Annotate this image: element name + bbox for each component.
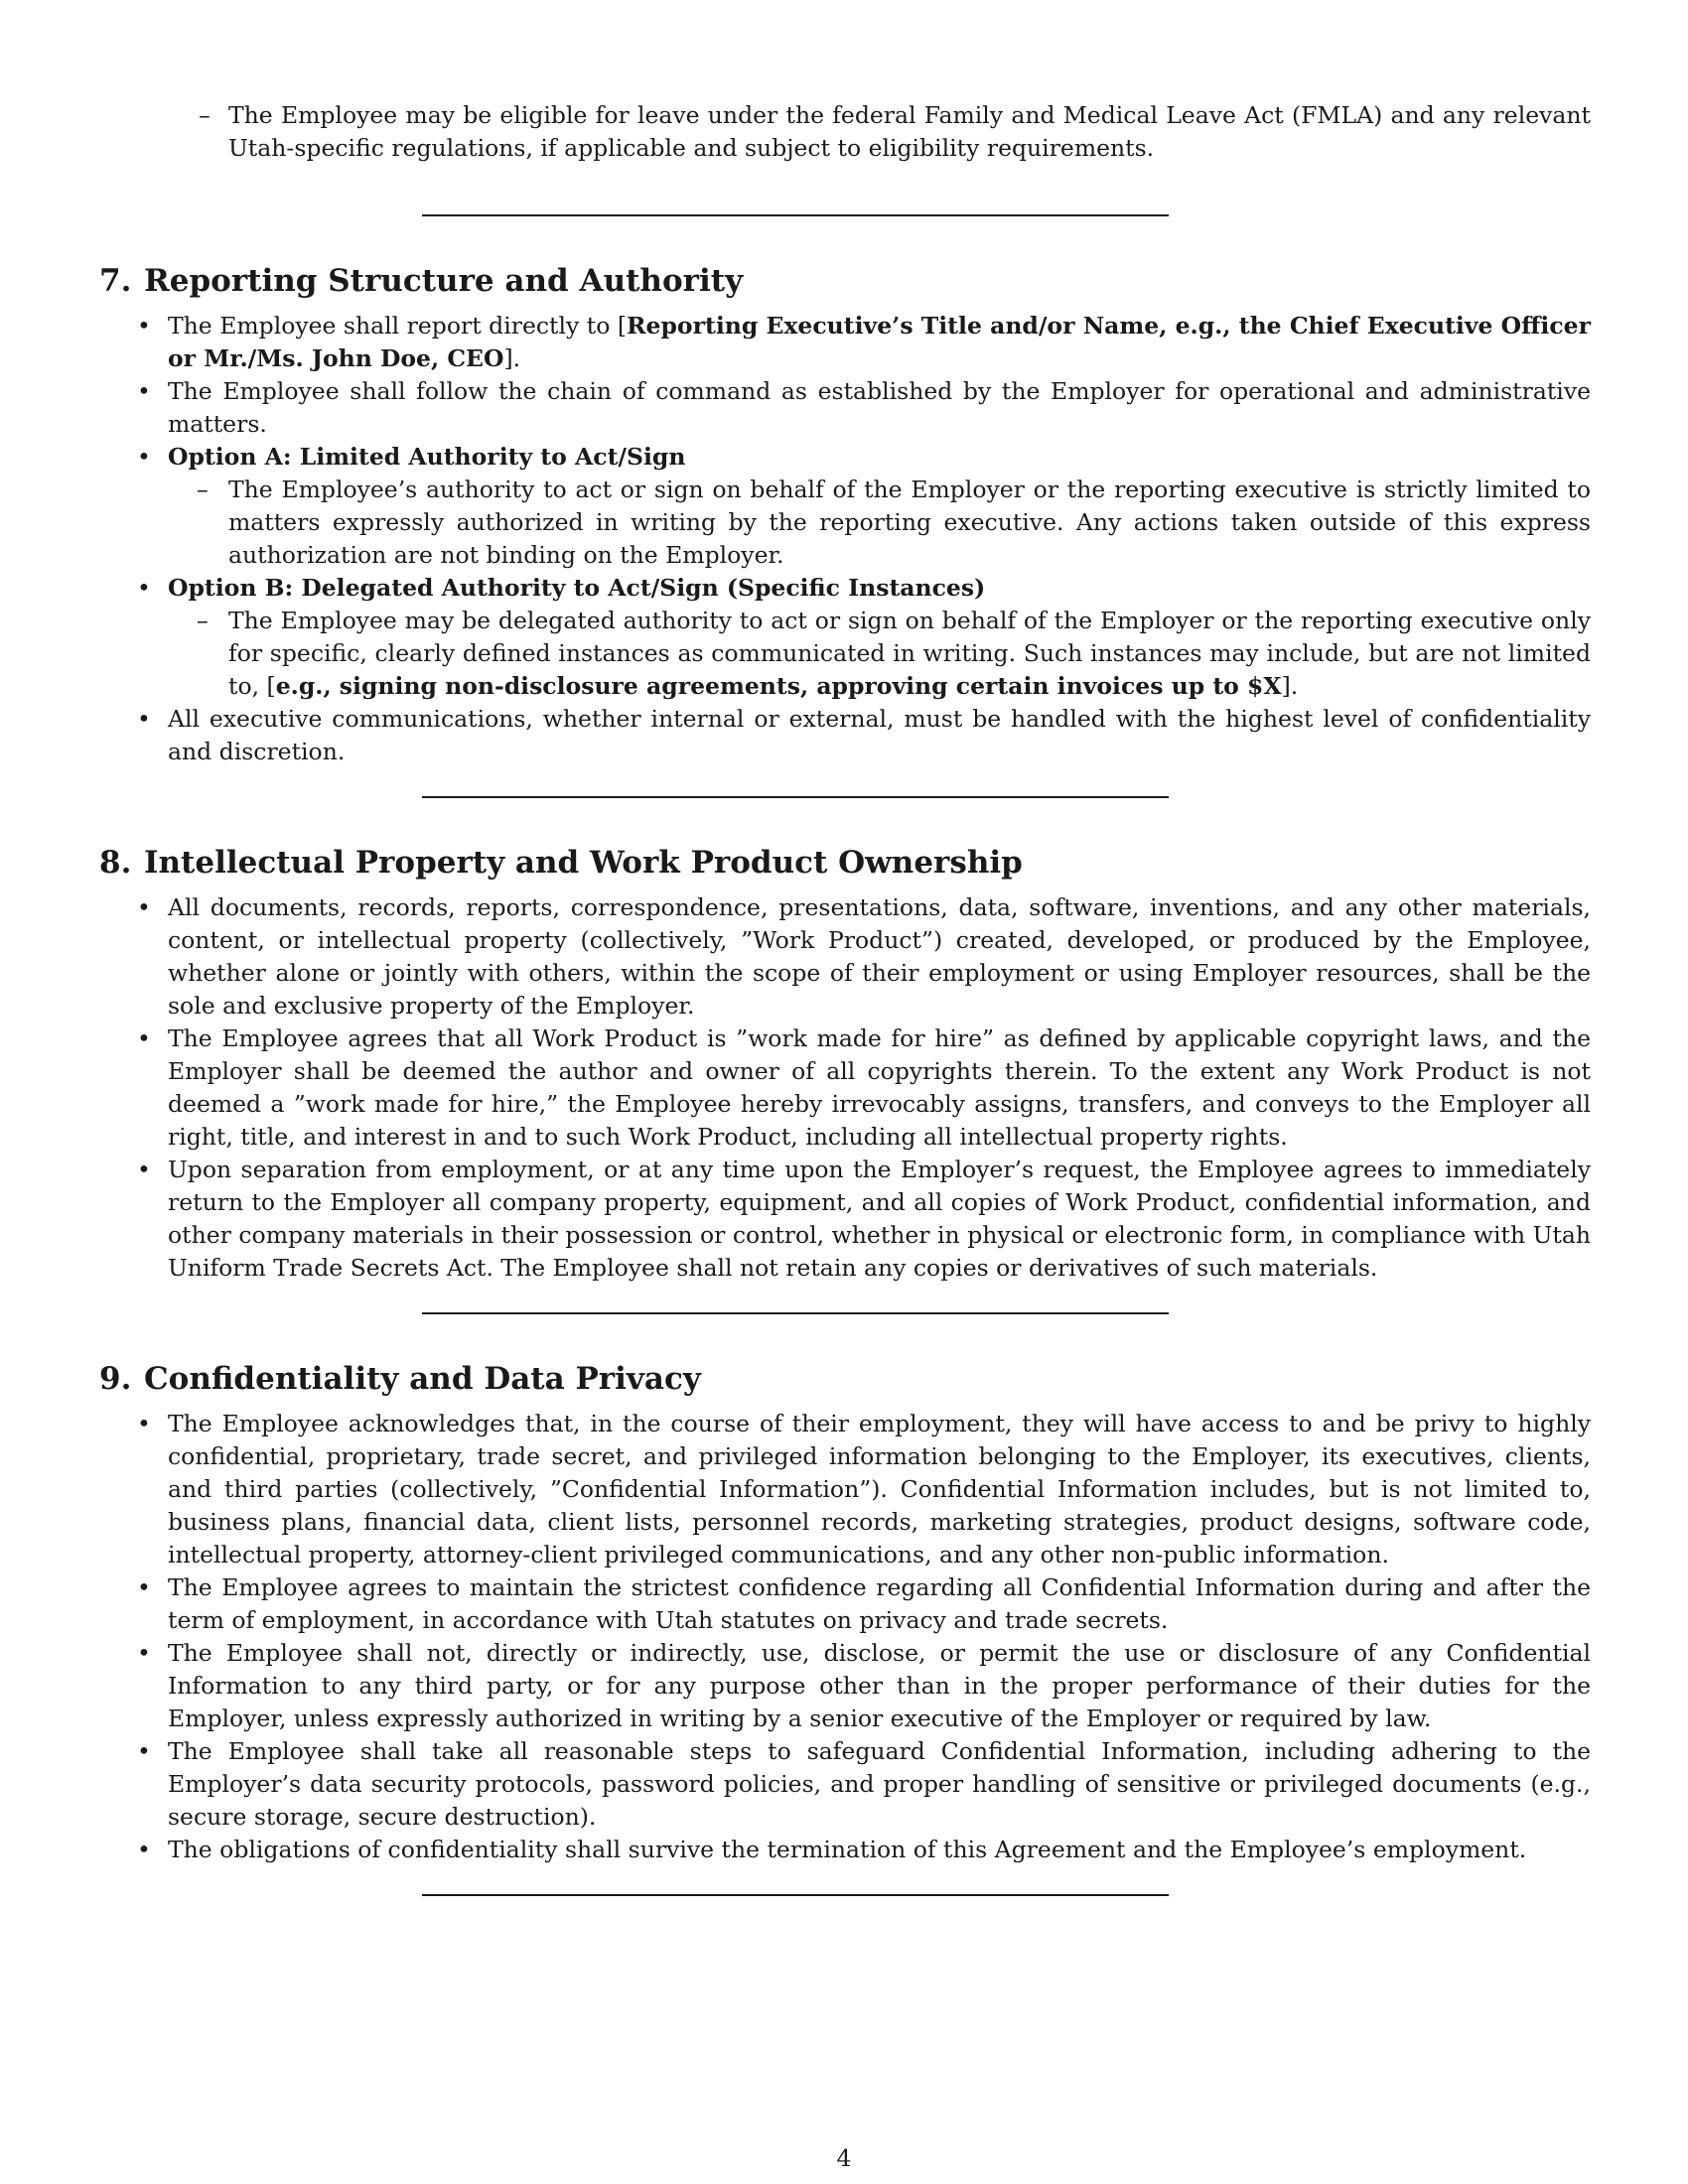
list-item-text: The Employee acknowledges that, in the course of their employment, they will have access to and be privy to highly confidential, proprietary, trade secret, and privileged information belonging to the Employer, its executives, clients, and third parties (collectively, ”Confidential Information”). Confidential Information includes, but is not limited to, business plans, financial data, client lists, personnel records, marketing strategies, product designs, software code, intellectual property, attorney-client privileged communications, and any other non-public information.: [168, 1410, 1591, 1569]
list-item: [199, 99, 1591, 165]
list-item: [99, 375, 1591, 441]
section-number: 8.: [99, 845, 132, 881]
list-item-text: The Employee agrees that all Work Product is ”work made for hire” as defined by applicable copyright laws, and the Employer shall be deemed the author and owner of all copyrights therein. To the extent any Work Product is not deemed a ”work made for hire,” the Employee hereby irrevocably assigns, transfers, and conveys to the Employer all right, title, and interest in and to such Work Product, including all intellectual property rights.: [168, 1024, 1591, 1151]
list-item-text: The Employee’s authority to act or sign on behalf of the Employer or the reporting executive is strictly limited to matters expressly authorized in writing by the reporting executive. Any actions taken outside of this express authorization are not binding on the Employer.: [228, 476, 1591, 569]
text-segment: ].: [1281, 672, 1299, 700]
list-item-text: All documents, records, reports, correspondence, presentations, data, software, inventions, and any other materials, content, or intellectual property (collectively, ”Work Product”) created, developed, or produced by the Employee, whether alone or jointly with others, within the scope of their employment or using Employer resources, shall be the sole and exclusive property of the Employer.: [168, 893, 1591, 1020]
section-title: Intellectual Property and Work Product Ownership: [144, 845, 1023, 881]
list-item-text: The Employee may be eligible for leave under the federal Family and Medical Leave Act (FMLA) and any relevant Utah-specific regulations, if applicable and subject to eligibility requirements.: [228, 101, 1591, 162]
list-item: [99, 1834, 1591, 1866]
page-number: 4: [836, 2144, 852, 2172]
list-item: [99, 441, 1591, 572]
list-item-text: All executive communications, whether internal or external, must be handled with the highest level of confidentiality and discretion.: [168, 705, 1591, 765]
section-8-list: [99, 891, 1591, 1285]
list-item: [99, 891, 1591, 1023]
list-item: [99, 1408, 1591, 1571]
placeholder-text: Reporting Executive’s Title and/or Name, e.g., the Chief Executive Officer or Mr./Ms. John Doe, CEO: [168, 312, 1591, 372]
section-divider: [422, 1894, 1169, 1896]
list-item: [99, 572, 1591, 703]
text-segment: ].: [503, 344, 521, 372]
list-item-text: The obligations of confidentiality shall survive the termination of this Agreement and the Employee’s employment.: [168, 1836, 1527, 1863]
list-item-text: The Employee shall follow the chain of command as established by the Employer for operational and administrative matters.: [168, 377, 1591, 438]
list-item-text: The Employee agrees to maintain the strictest confidence regarding all Confidential Information during and after the term of employment, in accordance with Utah statutes on privacy and trade secrets.: [168, 1573, 1591, 1634]
section-divider: [422, 214, 1169, 216]
list-item: [99, 1637, 1591, 1735]
option-b-list: [99, 605, 1591, 703]
list-item: [99, 1571, 1591, 1637]
section-title: Confidentiality and Data Privacy: [144, 1361, 701, 1397]
option-b-title: Option B: Delegated Authority to Act/Sign (Specific Instances): [168, 574, 986, 602]
text-segment: The Employee may be delegated authority to act or sign on behalf of the Employer or the reporting executive only for specific, clearly defined instances as communicated in writing. Such instances may include, but are not limited to, [: [228, 607, 1591, 700]
section-9-heading: [99, 1359, 1591, 1399]
section-number: 7.: [99, 263, 132, 299]
section-divider: [422, 796, 1169, 798]
list-item: [168, 605, 1591, 703]
list-item-text: Upon separation from employment, or at any time upon the Employer’s request, the Employee agrees to immediately return to the Employer all company property, equipment, and all copies of Work Product, confidential information, and other company materials in their possession or control, whether in physical or electronic form, in compliance with Utah Uniform Trade Secrets Act. The Employee shall not retain any copies or derivatives of such materials.: [168, 1156, 1591, 1282]
list-item: [99, 703, 1591, 768]
placeholder-text: e.g., signing non-disclosure agreements, approving certain invoices up to $X: [275, 672, 1282, 700]
list-item: [99, 1154, 1591, 1285]
section-7-list: [99, 310, 1591, 768]
option-a-title: Option A: Limited Authority to Act/Sign: [168, 443, 686, 471]
section-divider: [422, 1312, 1169, 1314]
continued-list: [199, 99, 1591, 165]
list-item-text: The Employee shall take all reasonable steps to safeguard Confidential Information, including adhering to the Employer’s data security protocols, password policies, and proper handling of sensitive or privileged documents (e.g., secure storage, secure destruction).: [168, 1737, 1591, 1831]
list-item-text: The Employee shall not, directly or indirectly, use, disclose, or permit the use or disclosure of any Confidential Information to any third party, or for any purpose other than in the proper performance of their duties for the Employer, unless expressly authorized in writing by a senior executive of the Employer or required by law.: [168, 1639, 1591, 1732]
document-body: [99, 99, 1591, 1896]
text-segment: The Employee shall report directly to [: [168, 312, 628, 340]
list-item: [168, 474, 1591, 572]
option-a-list: [99, 474, 1591, 572]
list-item: [99, 1735, 1591, 1834]
section-8-heading: [99, 843, 1591, 883]
section-number: 9.: [99, 1361, 132, 1397]
list-item: [99, 1023, 1591, 1154]
section-9-list: [99, 1408, 1591, 1866]
list-item: [99, 310, 1591, 375]
section-7-heading: [99, 261, 1591, 301]
section-title: Reporting Structure and Authority: [144, 263, 744, 299]
